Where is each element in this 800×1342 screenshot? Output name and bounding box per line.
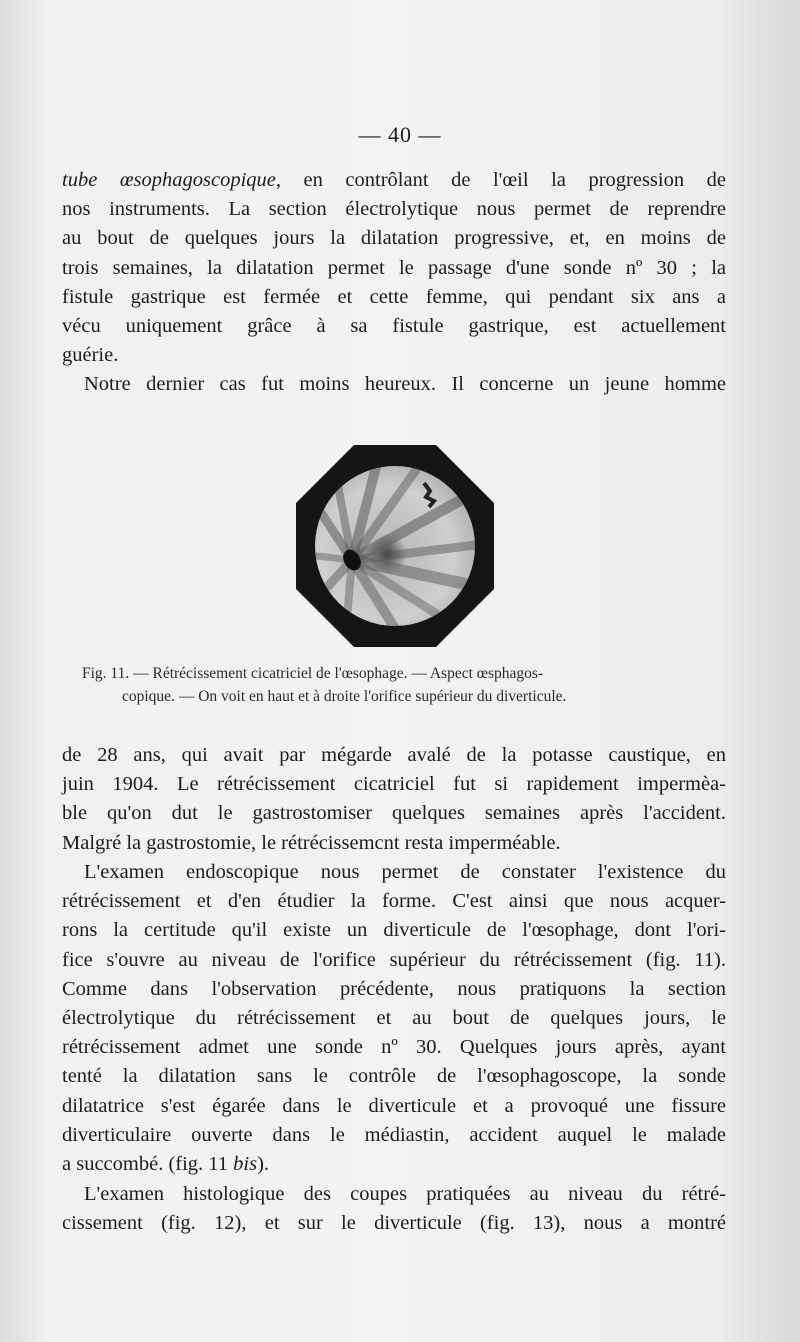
text-line: trois semaines, la dilatation permet le passage d'une sonde nº 30 ; la <box>62 256 726 279</box>
paragraph-4 <box>62 858 726 1179</box>
text-span: a succombé. (fig. 11 <box>62 1153 234 1176</box>
text-line: diverticulaire ouverte dans le médiastin, accident auquel le malade <box>62 1123 726 1146</box>
text-line: dilatatrice s'est égarée dans le diverticule et a provoqué une fissure <box>62 1094 726 1117</box>
paragraph-2 <box>62 370 726 399</box>
esophagoscope-image <box>296 445 494 647</box>
text-line: Notre dernier cas fut moins heureux. Il concerne un jeune homme <box>84 373 726 395</box>
text-line: au bout de quelques jours la dilatation progressive, et, en moins de <box>62 227 726 250</box>
text-line: L'examen endoscopique nous permet de constater l'existence du <box>84 861 726 883</box>
caption-line: copique. — On voit en haut et à droite l'orifice supérieur du diverticule. <box>122 688 567 705</box>
text-line <box>62 1150 726 1179</box>
italic-term: tube œsophagoscopique, <box>62 169 281 191</box>
text-line: électrolytique du rétrécissement et au bout de quelques jours, le <box>62 1007 726 1030</box>
text-line: fice s'ouvre au niveau de l'orifice supérieur du rétrécissement (fig. 11). <box>62 948 726 971</box>
text-line: tenté la dilatation sans le contrôle de l'œsophagoscope, la sonde <box>62 1065 726 1088</box>
text-line: L'examen histologique des coupes pratiquées au niveau du rétré- <box>84 1183 726 1205</box>
text-line: nos instruments. La section électrolytique nous permet de reprendre <box>62 198 726 221</box>
text-line <box>62 166 726 195</box>
text-line: cissement (fig. 12), et sur le diverticule (fig. 13), nous a montré <box>62 1212 726 1235</box>
figure-caption <box>82 662 722 708</box>
text-line: Malgré la gastrostomie, le rétrécissemcnt resta imperméable. <box>62 831 561 854</box>
text-span: en contrôlant de l'œil la progression de <box>281 169 726 191</box>
text-line: rons la certitude qu'il existe un diverticule de l'œsophage, dont l'ori- <box>62 919 726 942</box>
text-line: rétrécissement admet une sonde nº 30. Quelques jours après, ayant <box>62 1036 726 1059</box>
text-line: ble qu'on dut le gastrostomiser quelques semaines après l'accident. <box>62 802 726 825</box>
page-number: — 40 — <box>358 122 442 147</box>
text-line: Comme dans l'observation précédente, nous pratiquons la section <box>62 977 726 1000</box>
figure-esophagoscopic-view <box>296 445 494 647</box>
text-line: juin 1904. Le rétrécissement cicatriciel fut si rapidement impermèa- <box>62 773 726 796</box>
text-line: fistule gastrique est fermée et cette femme, qui pendant six ans a <box>62 285 726 308</box>
paragraph-1 <box>62 166 726 370</box>
text-line: guérie. <box>62 344 119 367</box>
text-line: rétrécissement et d'en étudier la forme. C'est ainsi que nous acquer- <box>62 890 726 913</box>
text-line: de 28 ans, qui avait par mégarde avalé de la potasse caustique, en <box>62 744 726 766</box>
text-line: vécu uniquement grâce à sa fistule gastrique, est actuellement <box>62 315 726 338</box>
text-span: ). <box>257 1153 270 1176</box>
paragraph-5 <box>62 1180 726 1238</box>
italic-term: bis <box>233 1153 258 1176</box>
caption-line: Fig. 11. — Rétrécissement cicatriciel de l'œsophage. — Aspect œsphagos- <box>82 665 544 682</box>
paragraph-3 <box>62 741 726 858</box>
